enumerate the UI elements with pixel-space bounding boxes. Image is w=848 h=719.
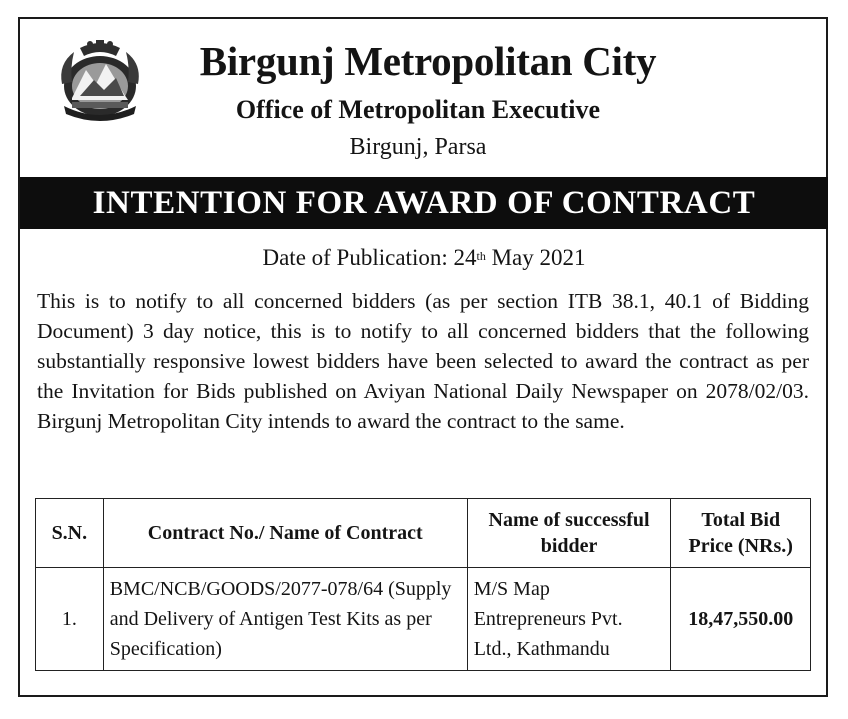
notice-body-text: This is to notify to all concerned bidders (as per section ITB 38.1, 40.1 of Bidding Document) 3 day notice, this is to notify to all concerned bidders that the following substantially responsive lowest bidders have been selected to award the contract as per the Invitation for Bids published on Aviyan National Daily Newspaper on 2078/02/03. Birgunj Metropolitan City intends to award the contract to the same.	[37, 289, 809, 433]
header-price: Total Bid Price (NRs.)	[671, 499, 811, 568]
table-header-row	[36, 499, 811, 568]
header-contract: Contract No./ Name of Contract	[103, 499, 467, 568]
publication-date-rest: May 2021	[485, 245, 586, 270]
notice-banner: INTENTION FOR AWARD OF CONTRACT	[20, 177, 828, 229]
cell-sn: 1.	[36, 568, 104, 671]
publication-date	[20, 244, 828, 272]
cell-bidder: M/S Map Entrepreneurs Pvt. Ltd., Kathmandu	[467, 568, 671, 671]
cell-price: 18,47,550.00	[671, 568, 811, 671]
header-bidder: Name of successful bidder	[467, 499, 671, 568]
page-title: Birgunj Metropolitan City	[199, 38, 657, 84]
table-row	[36, 568, 811, 671]
header-sn: S.N.	[36, 499, 104, 568]
publication-date-suffix: th	[476, 249, 486, 263]
office-address: Birgunj, Parsa	[349, 134, 487, 160]
office-subtitle: Office of Metropolitan Executive	[235, 95, 601, 124]
nepal-emblem-icon	[50, 34, 150, 126]
award-table	[35, 498, 811, 671]
publication-date-label: Date of Publication: 24	[262, 245, 477, 270]
cell-contract: BMC/NCB/GOODS/2077-078/64 (Supply and Delivery of Antigen Test Kits as per Specification)	[103, 568, 467, 671]
